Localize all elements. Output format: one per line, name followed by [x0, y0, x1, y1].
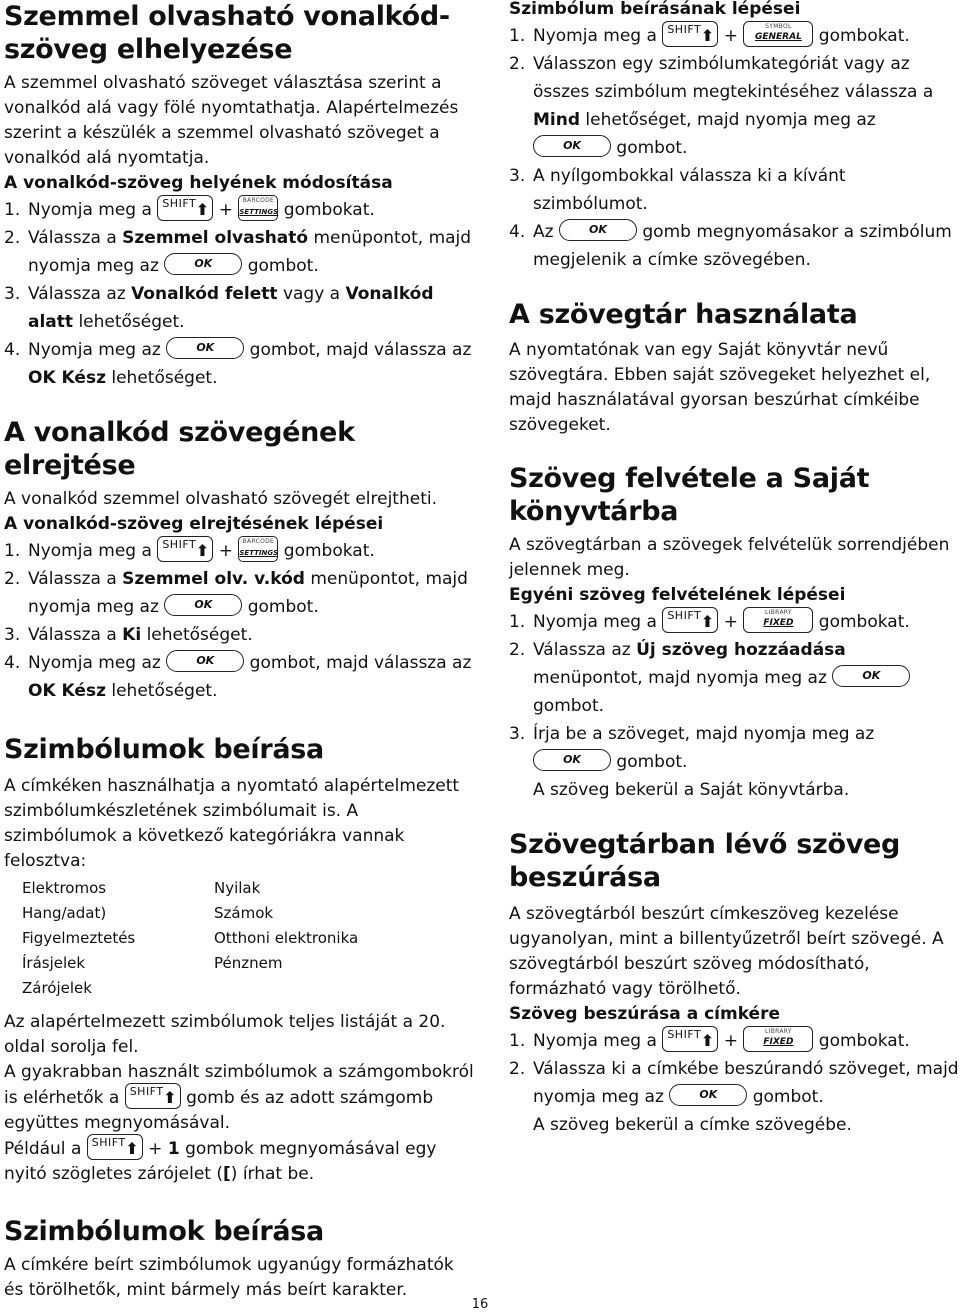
section-title-text-library: A szövegtár használata	[509, 299, 858, 330]
step-2: 2. Válasszon egy szimbólumkategóriát vagy az összes szimbólum megtekintéséhez válassza a Mind lehetőséget, majd nyomja meg az OK gombot.	[509, 54, 934, 158]
section-text: A szövegtárból beszúrt címkeszöveg kezelése ugyanolyan, mint a billentyűzetről beírt szövegé. A szövegtárból beszúrt szöveg módosítható, formázható vagy törölhető.	[509, 904, 944, 999]
section-title-hide-barcode-text: A vonalkód szövegének elrejtése	[4, 417, 355, 481]
symbol-general-key-icon: SYMBOL GENERAL	[743, 21, 813, 47]
shift-key-icon: SHIFT ⬆	[662, 1026, 718, 1052]
ok-key-icon: OK	[164, 594, 242, 616]
step-4: 4. Az OK gomb megnyomásakor a szimbólum megjelenik a címke szövegében.	[509, 218, 959, 274]
step-4: 4. Nyomja meg az OK gombot, majd válassza az OK Kész lehetőséget.	[4, 336, 474, 392]
section-text: A címkéken használhatja a nyomtató alapértelmezett szimbólumkészletének szimbólumait is. A szimbólumok a következő kategóriákra vannak felosztva:	[4, 776, 460, 871]
page-number: 16	[471, 1297, 489, 1312]
left-column	[4, 0, 474, 1303]
category-row: Elektromos Nyilak	[22, 879, 261, 897]
shift-key-icon: SHIFT ⬆	[87, 1134, 143, 1160]
shift-key-icon: SHIFT ⬆	[125, 1083, 181, 1109]
section-title-symbols-2: Szimbólumok beírása	[4, 1216, 324, 1247]
step-1: 1. Nyomja meg a SHIFT ⬆ + BARCODE SETTINGS gombokat.	[4, 538, 375, 561]
section-title-insert-from-library: Szövegtárban lévő szöveg beszúrása	[509, 829, 901, 893]
subheading: Szimbólum beírásának lépései	[509, 0, 801, 19]
step-3: 3. Válassza a Ki lehetőséget.	[4, 625, 253, 645]
symbol-categories	[22, 876, 474, 1001]
ok-key-icon: OK	[166, 650, 244, 672]
step-4: 4. Nyomja meg az OK gombot, majd válassza az OK Kész lehetőséget.	[4, 649, 474, 705]
ok-key-icon: OK	[533, 749, 611, 771]
section-text: A gyakrabban használt szimbólumok a számgombokról is elérhetők a SHIFT ⬆ gomb és az adott számgomb együttes megnyomásával.	[4, 1062, 474, 1133]
shift-key-icon: SHIFT ⬆	[157, 195, 213, 221]
ok-key-icon: OK	[166, 337, 244, 359]
step-2: 2. Válassza a Szemmel olv. v.kód menüpontot, majd nyomja meg az OK gombot.	[4, 569, 468, 617]
section-text: A nyomtatónak van egy Saját könyvtár nevű szövegtára. Ebben saját szövegeket helyezhet el, majd használatával gyorsan beszúrhat címkéibe szövegeket.	[509, 340, 931, 435]
step-3: 3. A nyílgombokkal válassza ki a kívánt szimbólumot.	[509, 166, 846, 214]
barcode-settings-key-icon: BARCODE SETTINGS	[238, 536, 278, 562]
step-2: 2. Válassza ki a címkébe beszúrandó szöveget, majd nyomja meg az OK gombot. A szöveg bekerül a címke szövegébe.	[509, 1059, 959, 1135]
section-text: A szövegtárban a szövegek felvételük sorrendjében jelennek meg.	[509, 535, 950, 580]
category-row: Hang/adat) Számok	[22, 904, 274, 922]
section-title-readable-text-position: Szemmel olvasható vonalkód-szöveg elhelyezése	[4, 1, 450, 65]
right-column	[509, 0, 959, 1139]
ok-key-icon: OK	[164, 253, 242, 275]
step-3: 3. Válassza az Vonalkód felett vagy a Vonalkód alatt lehetőséget.	[4, 284, 434, 332]
step-2: 2. Válassza az Új szöveg hozzáadása menüpontot, majd nyomja meg az OK gombot.	[509, 636, 959, 720]
library-fixed-key-icon: LIBRARY FIXED	[743, 607, 813, 633]
shift-key-icon: SHIFT ⬆	[662, 607, 718, 633]
section-text: A szemmel olvasható szöveget választása szerint a vonalkód alá vagy fölé nyomtathatja. Alapértelmezés szerint a készülék a szemmel olvasható szöveget a vonalkód alá nyomtatja.	[4, 73, 459, 168]
subheading: Szöveg beszúrása a címkére	[509, 1004, 780, 1024]
section-text: Például a SHIFT ⬆ + 1 gombok megnyomásával egy nyitó szögletes zárójelet ([) írhat be.	[4, 1136, 437, 1184]
section-title-symbols: Szimbólumok beírása	[4, 734, 324, 765]
section-text: Az alapértelmezett szimbólumok teljes listáját a 20. oldal sorolja fel.	[4, 1012, 446, 1057]
ok-key-icon: OK	[559, 219, 637, 241]
category-row: Figyelmeztetés Otthoni elektronika	[22, 929, 359, 947]
step-2: 2. Válassza a Szemmel olvasható menüpontot, majd nyomja meg az OK gombot.	[4, 228, 472, 276]
category-row: Zárójelek	[22, 979, 92, 997]
step-3: 3. Írja be a szöveget, majd nyomja meg az OK gombot. A szöveg bekerül a Saját könyvtárba.	[509, 724, 875, 800]
step-1: 1. Nyomja meg a SHIFT ⬆ + SYMBOL GENERAL gombokat.	[509, 23, 910, 46]
ok-key-icon: OK	[832, 665, 910, 687]
section-text: A vonalkód szemmel olvasható szövegét elrejtheti.	[4, 489, 438, 509]
category-row: Írásjelek Pénznem	[22, 954, 283, 972]
section-title-add-to-library: Szöveg felvétele a Saját könyvtárba	[509, 463, 870, 527]
step-1: 1. Nyomja meg a SHIFT ⬆ + LIBRARY FIXED gombokat.	[509, 609, 910, 632]
shift-key-icon: SHIFT ⬆	[662, 21, 718, 47]
section-text: A címkére beírt szimbólumok ugyanúgy formázhatók és törölhetők, mint bármely más beírt karakter.	[4, 1255, 454, 1300]
library-fixed-key-icon: LIBRARY FIXED	[743, 1026, 813, 1052]
shift-key-icon: SHIFT ⬆	[157, 536, 213, 562]
step-1: 1. Nyomja meg a SHIFT ⬆ + BARCODE SETTINGS gombokat.	[4, 197, 375, 220]
barcode-settings-key-icon: BARCODE SETTINGS	[238, 195, 278, 221]
subheading: Egyéni szöveg felvételének lépései	[509, 585, 846, 605]
ok-key-icon: OK	[533, 135, 611, 157]
subheading: A vonalkód-szöveg helyének módosítása	[4, 173, 393, 193]
step-1: 1. Nyomja meg a SHIFT ⬆ + LIBRARY FIXED gombokat.	[509, 1028, 910, 1051]
ok-key-icon: OK	[669, 1084, 747, 1106]
subheading: A vonalkód-szöveg elrejtésének lépései	[4, 514, 384, 534]
